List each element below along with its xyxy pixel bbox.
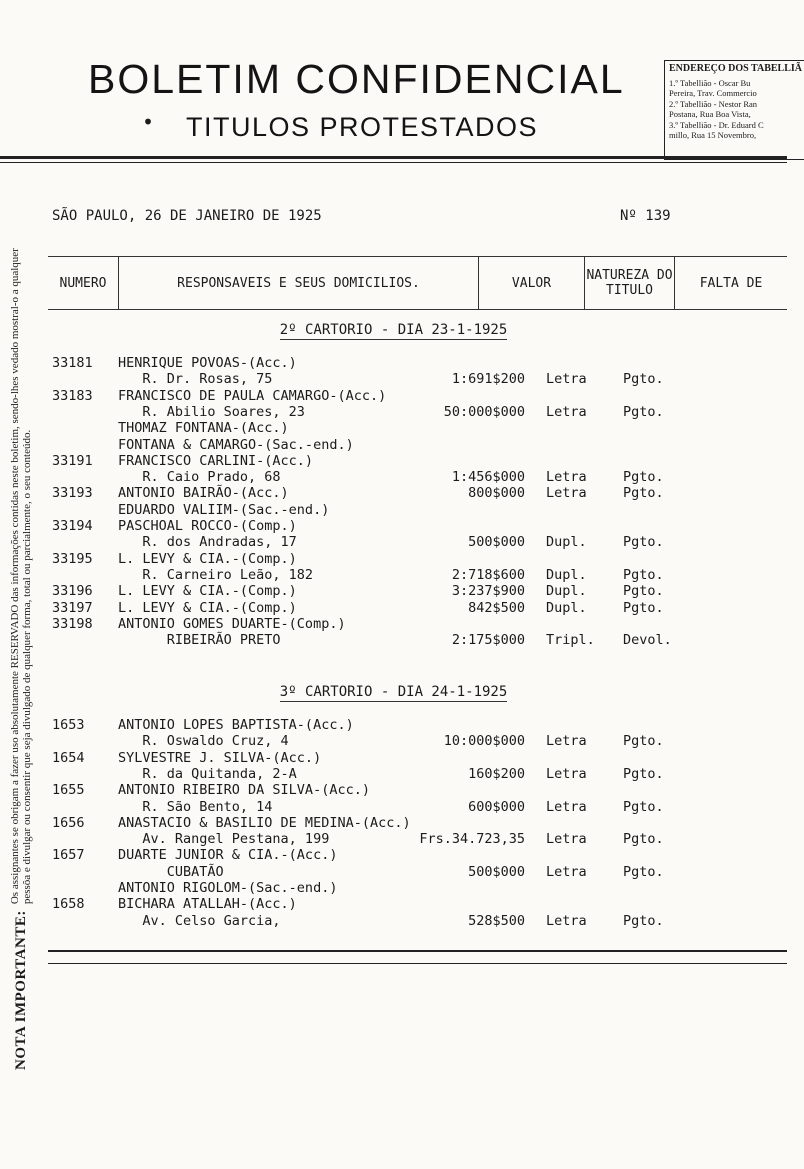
row-responsible: R. Oswaldo Cruz, 4: [118, 733, 289, 750]
row-number: 1653: [52, 717, 85, 733]
row-responsible: R. Carneiro Leão, 182: [118, 566, 314, 583]
section-heading-text: 3º CARTORIO - DIA 24-1-1925: [279, 684, 508, 700]
table-row: [0, 782, 787, 799]
row-nature: Dupl.: [546, 566, 587, 583]
side-note-text: Os assignantes se obrigam a fazer uso absolutamente RESERVADO das informações contidas neste boletim, sendo-lhes vedado mostral-o a qualquer pessôa e divulgar ou consentir que seja divulgado de qualquer forma, total ou parcialmente, o seu conteúdo.: [9, 248, 33, 905]
place-date: SÃO PAULO, 26 DE JANEIRO DE 1925: [52, 208, 322, 224]
table-row: [0, 831, 787, 848]
row-number: 33181: [52, 355, 93, 371]
table-row: [0, 766, 787, 783]
row-responsible: ANTONIO LOPES BAPTISTA-(Acc.): [118, 717, 354, 733]
row-responsible: R. São Bento, 14: [118, 798, 273, 815]
row-nature: Dupl.: [546, 534, 587, 551]
table-row: [0, 733, 787, 750]
table-row: [0, 534, 787, 551]
col-header-falta: FALTA DE: [674, 257, 787, 309]
row-value: 842$500: [468, 599, 525, 616]
row-responsible: L. LEVY & CIA.-(Comp.): [118, 550, 297, 567]
row-value: 528$500: [468, 912, 525, 929]
row-value: 500$000: [468, 534, 525, 551]
row-nature: Letra: [546, 733, 587, 750]
row-value: 800$000: [468, 485, 525, 502]
table-row: [0, 616, 787, 633]
table-row: [0, 847, 787, 864]
row-responsible: R. da Quitanda, 2-A: [118, 765, 297, 782]
col-header-valor: VALOR: [478, 257, 584, 309]
row-value: 2:175$000: [451, 632, 525, 649]
address-line: Postana, Rua Boa Vista,: [669, 109, 751, 119]
row-responsible: ANASTACIO & BASILIO DE MEDINA-(Acc.): [118, 814, 411, 831]
row-number: 33191: [52, 452, 93, 469]
row-responsible: R. dos Andradas, 17: [118, 534, 297, 551]
row-nature: Letra: [546, 863, 587, 880]
table-row: [0, 880, 787, 897]
footer-rule-1: [48, 950, 787, 952]
row-reason: Pgto.: [623, 863, 664, 880]
table-row: [0, 551, 787, 568]
row-value: 1:691$200: [451, 371, 525, 388]
row-value: 500$000: [468, 863, 525, 880]
table-row: [0, 388, 787, 405]
bulletin-number: Nº 139: [620, 208, 671, 224]
row-nature: Letra: [546, 831, 587, 848]
row-number: 1654: [52, 749, 85, 766]
row-number: 33193: [52, 485, 93, 502]
row-responsible: R. Caio Prado, 68: [118, 469, 281, 486]
address-line: 2.º Tabellião - Nestor Ran: [669, 98, 758, 109]
row-number: 33195: [52, 550, 93, 567]
address-line: Pereira, Trav. Commercio: [669, 88, 757, 98]
footer-rule-2: [48, 963, 787, 964]
address-line: millo, Rua 15 Novembro,: [669, 130, 757, 140]
table-row: [0, 815, 787, 832]
table-row: [0, 717, 787, 734]
table-row: [0, 371, 787, 388]
row-responsible: SYLVESTRE J. SILVA-(Acc.): [118, 749, 322, 766]
row-responsible: ANTONIO RIBEIRO DA SILVA-(Acc.): [118, 782, 370, 799]
table-row: [0, 355, 787, 372]
row-value: Frs.34.723,35: [419, 831, 525, 848]
col-header-numero: NUMERO: [59, 275, 107, 291]
row-responsible: Av. Rangel Pestana, 199: [118, 831, 330, 848]
row-responsible: BICHARA ATALLAH-(Acc.): [118, 896, 297, 913]
table-row: [0, 750, 787, 767]
address-line: 3.º Tabellião - Dr. Eduard C: [669, 119, 764, 130]
row-reason: Pgto.: [623, 566, 664, 583]
row-responsible: R. Abilio Soares, 23: [118, 403, 305, 420]
row-responsible: FONTANA & CAMARGO-(Sac.-end.): [118, 436, 354, 453]
col-header-natureza: NATUREZA DO TITULO: [584, 257, 674, 309]
address-line: 1.º Tabellião - Oscar Bu: [669, 77, 751, 88]
row-value: 600$000: [468, 798, 525, 815]
table-row: [0, 518, 787, 535]
row-reason: Pgto.: [623, 583, 664, 600]
row-reason: Pgto.: [623, 733, 664, 750]
table-row: [0, 896, 787, 913]
row-responsible: RIBEIRÃO PRETO: [118, 632, 281, 649]
row-responsible: L. LEVY & CIA.-(Comp.): [118, 599, 297, 616]
row-number: 1655: [52, 782, 85, 799]
row-reason: Pgto.: [623, 798, 664, 815]
row-nature: Letra: [546, 469, 587, 486]
row-reason: Devol.: [623, 632, 672, 649]
table-row: [0, 437, 787, 454]
header-rule-thin: [0, 162, 787, 163]
row-value: 3:237$900: [451, 583, 525, 600]
row-number: 33197: [52, 599, 93, 616]
page-subtitle: TITULOS PROTESTADOS: [186, 112, 539, 142]
row-responsible: THOMAZ FONTANA-(Acc.): [118, 420, 289, 437]
row-nature: Letra: [546, 765, 587, 782]
row-value: 10:000$000: [443, 733, 525, 750]
row-number: 1656: [52, 814, 85, 831]
side-note-label: NOTA IMPORTANTE:: [13, 910, 29, 1070]
row-number: 1657: [52, 847, 85, 864]
row-nature: Letra: [546, 403, 587, 420]
row-reason: Pgto.: [623, 912, 664, 929]
page-title: BOLETIM CONFIDENCIAL: [88, 56, 625, 102]
row-responsible: ANTONIO RIGOLOM-(Sac.-end.): [118, 880, 338, 896]
row-responsible: PASCHOAL ROCCO-(Comp.): [118, 518, 297, 534]
row-nature: Letra: [546, 485, 587, 502]
row-nature: Dupl.: [546, 583, 587, 600]
row-reason: Pgto.: [623, 403, 664, 420]
section-heading: [0, 322, 787, 338]
row-value: 160$200: [468, 765, 525, 782]
bullet-mark: •: [142, 110, 155, 134]
table-row: [0, 420, 787, 437]
table-header: [48, 256, 787, 310]
table-row: [0, 632, 787, 649]
row-responsible: CUBATÃO: [118, 863, 224, 880]
row-reason: Pgto.: [623, 765, 664, 782]
row-responsible: FRANCISCO CARLINI-(Acc.): [118, 452, 314, 469]
row-reason: Pgto.: [623, 831, 664, 848]
row-nature: Dupl.: [546, 599, 587, 616]
row-responsible: Av. Celso Garcia,: [118, 912, 281, 929]
section-heading: [0, 684, 787, 700]
address-box-heading: ENDEREÇO DOS TABELLIÃ: [669, 63, 802, 74]
row-nature: Tripl.: [546, 632, 595, 649]
row-reason: Pgto.: [623, 371, 664, 388]
row-reason: Pgto.: [623, 469, 664, 486]
row-reason: Pgto.: [623, 599, 664, 616]
row-number: 1658: [52, 896, 85, 913]
row-reason: Pgto.: [623, 485, 664, 502]
row-number: 33196: [52, 583, 93, 600]
header-rule-thick: [0, 156, 787, 159]
table-row: [0, 864, 787, 881]
row-number: 33183: [52, 387, 93, 404]
table-row: [0, 469, 787, 486]
table-row: [0, 799, 787, 816]
table-row: [0, 567, 787, 584]
row-number: 33198: [52, 615, 93, 632]
row-nature: Letra: [546, 798, 587, 815]
row-nature: Letra: [546, 912, 587, 929]
table-row: [0, 600, 787, 617]
row-responsible: ANTONIO BAIRÃO-(Acc.): [118, 485, 289, 502]
col-header-responsaveis: RESPONSAVEIS E SEUS DOMICILIOS.: [118, 257, 478, 309]
row-responsible: L. LEVY & CIA.-(Comp.): [118, 583, 297, 600]
notary-address-box: [664, 60, 804, 160]
row-number: 33194: [52, 518, 93, 534]
table-row: [0, 485, 787, 502]
table-row: [0, 502, 787, 519]
table-row: [0, 913, 787, 930]
section-heading-text: 2º CARTORIO - DIA 23-1-1925: [279, 322, 508, 338]
row-responsible: EDUARDO VALIIM-(Sac.-end.): [118, 501, 330, 518]
row-nature: Letra: [546, 371, 587, 388]
row-value: 1:456$000: [451, 469, 525, 486]
row-responsible: DUARTE JUNIOR & CIA.-(Acc.): [118, 847, 338, 864]
row-responsible: FRANCISCO DE PAULA CAMARGO-(Acc.): [118, 387, 387, 404]
row-value: 50:000$000: [443, 403, 525, 420]
row-responsible: ANTONIO GOMES DUARTE-(Comp.): [118, 615, 346, 632]
table-row: [0, 583, 787, 600]
table-row: [0, 404, 787, 421]
row-responsible: HENRIQUE POVOAS-(Acc.): [118, 355, 297, 371]
row-responsible: R. Dr. Rosas, 75: [118, 371, 273, 388]
row-reason: Pgto.: [623, 534, 664, 551]
table-row: [0, 453, 787, 470]
row-value: 2:718$600: [451, 566, 525, 583]
